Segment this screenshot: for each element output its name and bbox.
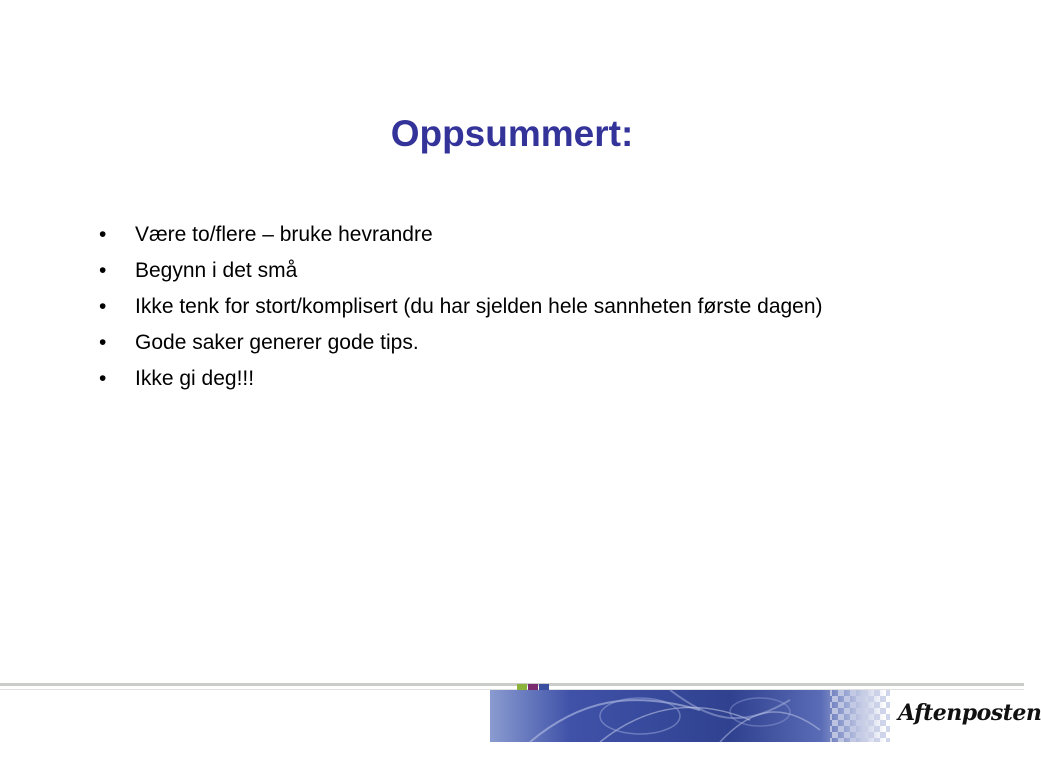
- list-item: [97, 220, 927, 250]
- bullet-icon: •: [99, 295, 107, 318]
- bullet-text: Begynn i det små: [135, 259, 298, 282]
- slide-title: Oppsummert:: [390, 113, 634, 154]
- bullet-text: Være to/flere – bruke hevrandre: [135, 223, 433, 246]
- aftenposten-logo: Aftenposten: [898, 700, 1041, 726]
- list-item: [97, 328, 927, 358]
- list-item: [97, 292, 927, 322]
- bullet-icon: •: [99, 223, 107, 246]
- list-item: [97, 256, 927, 286]
- footer-divider: [0, 683, 1024, 686]
- bullet-icon: •: [99, 367, 107, 390]
- list-item: [97, 364, 927, 394]
- bullet-text: Ikke tenk for stort/komplisert (du har sjelden hele sannheten første dagen): [135, 295, 823, 318]
- bullet-text: Gode saker generer gode tips.: [135, 331, 419, 354]
- bullet-icon: •: [99, 259, 107, 282]
- bullet-text: Ikke gi deg!!!: [135, 367, 255, 390]
- bullet-icon: •: [99, 331, 107, 354]
- bullet-list: [97, 220, 927, 400]
